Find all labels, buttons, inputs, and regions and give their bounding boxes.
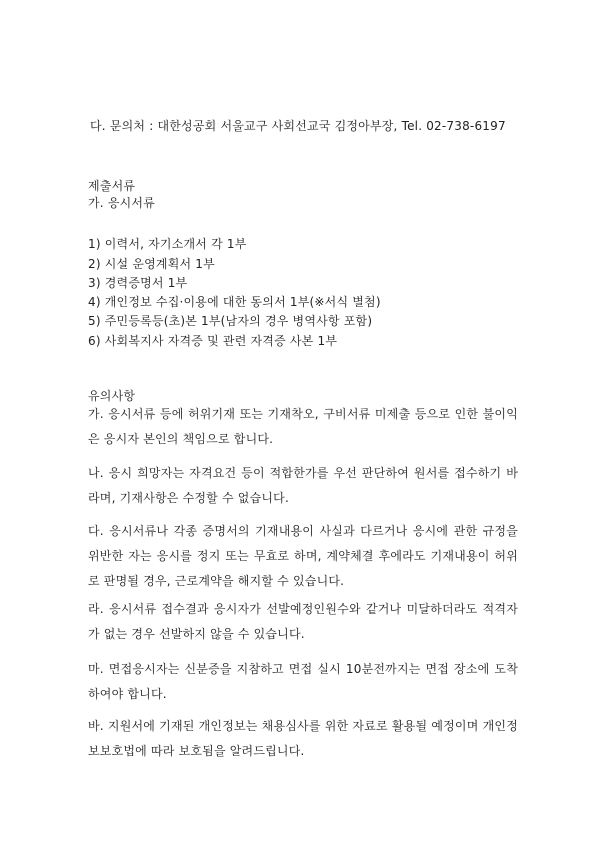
note-paragraph: 나. 응시 희망자는 자격요건 등이 적합한가를 우선 판단하여 원서를 접수하기 바라며, 기재사항은 수정할 수 없습니다.: [88, 466, 518, 505]
note-paragraph: 마. 면접응시자는 신분증을 지참하고 면접 실시 10분전까지는 면접 장소에 도착하여야 합니다.: [88, 662, 518, 701]
documents-subheading: 가. 응시서류: [88, 196, 155, 210]
contact-line: 다. 문의처 : 대한성공회 서울교구 사회선교국 김정아부장, Tel. 02-738-6197: [90, 119, 506, 133]
document-item: 5) 주민등록등(초)본 1부(남자의 경우 병역사항 포함): [88, 314, 373, 328]
note-paragraph: 다. 응시서류나 각종 증명서의 기재내용이 사실과 다르거나 응시에 관한 규정을 위반한 자는 응시를 정지 또는 무효로 하며, 계약체결 후에라도 기재내용이 허위로 판명될 경우, 근로계약을 해지할 수 있습니다.: [88, 524, 518, 588]
document-item: 4) 개인정보 수집·이용에 대한 동의서 1부(※서식 별첨): [88, 295, 381, 309]
note-paragraph: 라. 응시서류 접수결과 응시자가 선발예정인원수와 같거나 미달하더라도 적격자가 없는 경우 선발하지 않을 수 있습니다.: [88, 602, 518, 641]
document-item: 2) 시설 운영계획서 1부: [88, 257, 215, 271]
document-item: 1) 이력서, 자기소개서 각 1부: [88, 237, 247, 251]
note-paragraph: 바. 지원서에 기재된 개인정보는 채용심사를 위한 자료로 활용될 예정이며 개인정보보호법에 따라 보호됨을 알려드립니다.: [88, 719, 518, 758]
document-item: 6) 사회복지사 자격증 및 관련 자격증 사본 1부: [88, 334, 338, 348]
note-paragraph: 가. 응시서류 등에 허위기재 또는 기재착오, 구비서류 미제출 등으로 인한 불이익은 응시자 본인의 책임으로 합니다.: [88, 407, 518, 446]
documents-heading: 제출서류: [88, 179, 136, 193]
document-item: 3) 경력증명서 1부: [88, 276, 188, 290]
notes-heading: 유의사항: [88, 389, 136, 403]
